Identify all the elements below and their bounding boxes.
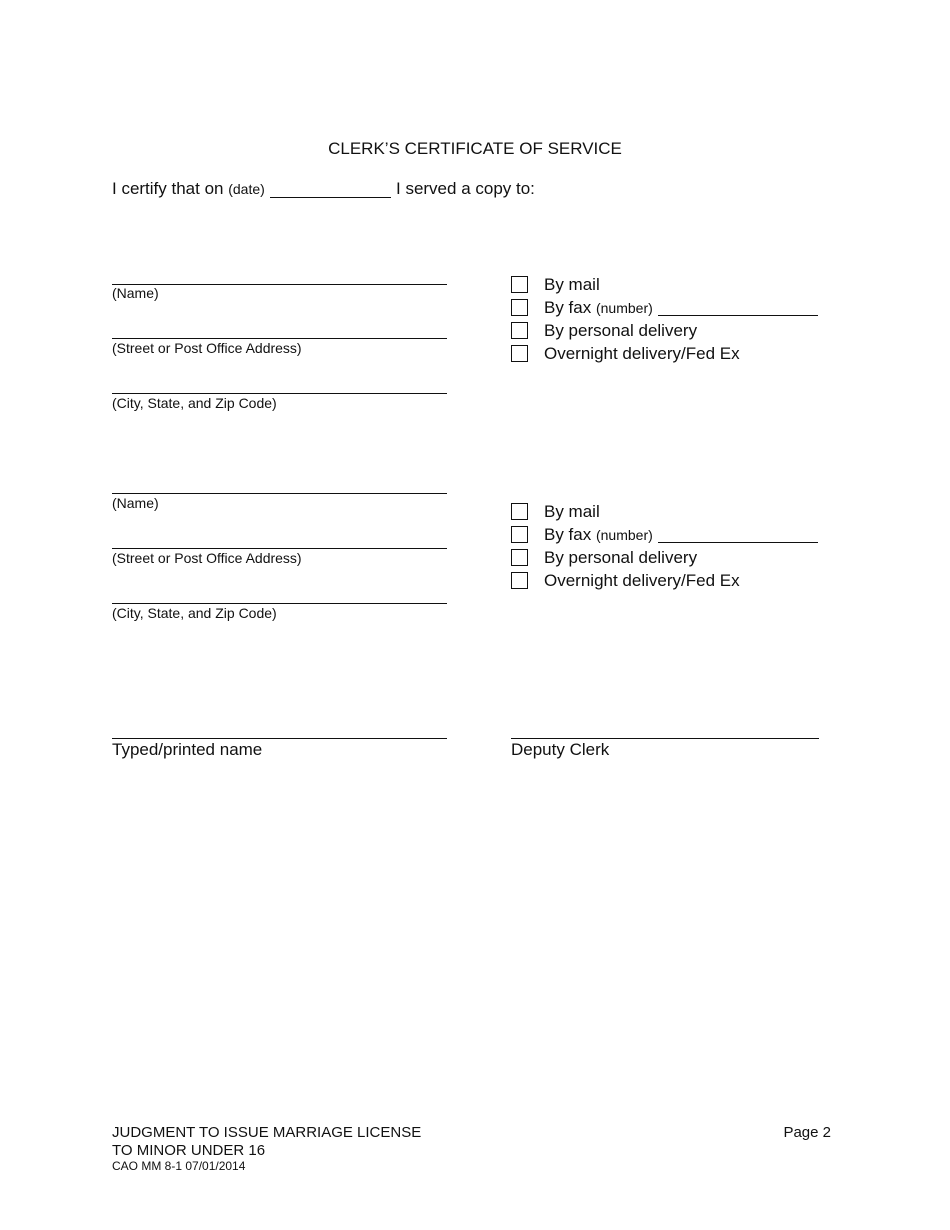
recipient-1-by-fax-text: By fax — [544, 298, 592, 317]
recipient-1-personal-delivery-label: By personal delivery — [544, 321, 698, 340]
recipient-2-street-caption: (Street or Post Office Address) — [112, 550, 302, 566]
recipient-2-personal-delivery-label: By personal delivery — [544, 548, 698, 567]
recipient-2-name-field[interactable] — [112, 476, 447, 494]
recipient-2-city-caption: (City, State, and Zip Code) — [112, 605, 277, 621]
date-line — [270, 197, 391, 198]
typed-name-label: Typed/printed name — [112, 740, 263, 759]
recipient-1-street-field[interactable] — [112, 320, 447, 338]
recipient-2-city-line — [112, 603, 447, 604]
deputy-clerk-line — [511, 738, 819, 739]
certify-prefix: I certify that on — [112, 179, 224, 198]
recipient-1-personal-delivery-checkbox[interactable] — [511, 322, 528, 339]
recipient-1-name-field[interactable] — [112, 266, 447, 284]
recipient-1-overnight-label: Overnight delivery/Fed Ex — [544, 344, 740, 363]
recipient-1-by-mail-label: By mail — [544, 275, 600, 294]
footer-form-code: CAO MM 8-1 07/01/2014 — [112, 1159, 246, 1173]
recipient-2-fax-line — [658, 542, 818, 543]
recipient-2-by-mail-checkbox[interactable] — [511, 503, 528, 520]
recipient-2-fax-hint: (number) — [595, 527, 653, 543]
deputy-clerk-signature-field[interactable] — [511, 720, 819, 738]
recipient-2-street-field[interactable] — [112, 531, 447, 549]
recipient-1-city-caption: (City, State, and Zip Code) — [112, 395, 277, 411]
recipient-2-by-mail-label: By mail — [544, 502, 600, 521]
recipient-1-fax-number-field[interactable] — [658, 298, 818, 316]
certify-suffix: I served a copy to: — [396, 179, 535, 198]
recipient-1-name-caption: (Name) — [112, 285, 159, 301]
recipient-2-name-caption: (Name) — [112, 495, 159, 511]
recipient-2-fax-number-field[interactable] — [658, 525, 818, 543]
recipient-2-name-line — [112, 493, 447, 494]
recipient-2-street-line — [112, 548, 447, 549]
date-field[interactable] — [270, 180, 391, 198]
recipient-2-personal-delivery-checkbox[interactable] — [511, 549, 528, 566]
recipient-1-city-line — [112, 393, 447, 394]
page-title: CLERK’S CERTIFICATE OF SERVICE — [328, 139, 622, 158]
recipient-1-by-fax-label — [544, 298, 653, 318]
typed-name-line — [112, 738, 447, 739]
recipient-2-city-field[interactable] — [112, 586, 447, 604]
recipient-2-overnight-checkbox[interactable] — [511, 572, 528, 589]
recipient-1-street-line — [112, 338, 447, 339]
footer-title-line-2: TO MINOR UNDER 16 — [112, 1142, 266, 1159]
date-hint: (date) — [228, 181, 265, 197]
recipient-1-fax-hint: (number) — [595, 300, 653, 316]
page-number: Page 2 — [783, 1124, 831, 1141]
footer-title-line-1: JUDGMENT TO ISSUE MARRIAGE LICENSE — [112, 1124, 422, 1141]
recipient-1-overnight-checkbox[interactable] — [511, 345, 528, 362]
typed-name-field[interactable] — [112, 720, 447, 738]
recipient-2-by-fax-checkbox[interactable] — [511, 526, 528, 543]
deputy-clerk-label: Deputy Clerk — [511, 740, 610, 759]
recipient-1-name-line — [112, 284, 447, 285]
recipient-1-by-fax-checkbox[interactable] — [511, 299, 528, 316]
recipient-2-by-fax-label — [544, 525, 653, 545]
recipient-2-overnight-label: Overnight delivery/Fed Ex — [544, 571, 740, 590]
certify-statement — [112, 179, 265, 199]
recipient-2-by-fax-text: By fax — [544, 525, 592, 544]
recipient-1-street-caption: (Street or Post Office Address) — [112, 340, 302, 356]
recipient-1-fax-line — [658, 315, 818, 316]
recipient-1-by-mail-checkbox[interactable] — [511, 276, 528, 293]
recipient-1-city-field[interactable] — [112, 375, 447, 393]
